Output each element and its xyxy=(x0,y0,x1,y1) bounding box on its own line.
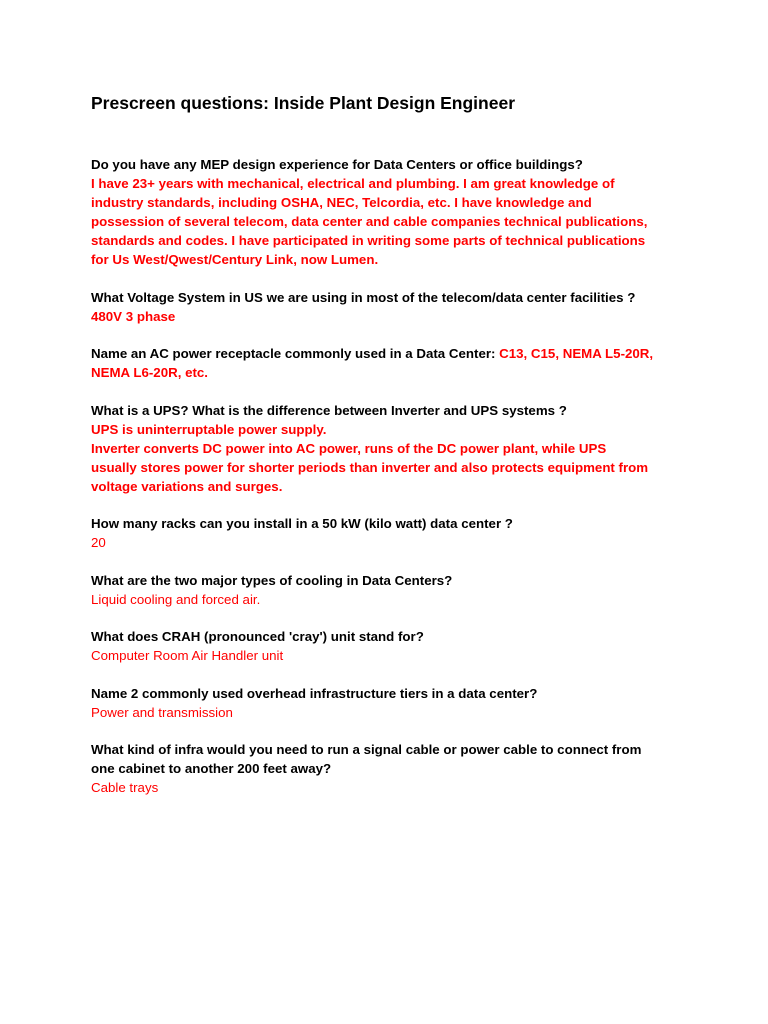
question xyxy=(91,155,691,174)
qa-item-ac-receptacle xyxy=(91,344,691,382)
question xyxy=(91,571,691,590)
document-page xyxy=(91,92,691,816)
question-line: What are the two major types of cooling in Data Centers? xyxy=(91,572,453,588)
answer xyxy=(91,590,691,609)
answer-line: possession of several telecom, data center and cable companies technical publications, xyxy=(91,214,648,229)
answer-line: NEMA L6-20R, etc. xyxy=(91,365,208,380)
question xyxy=(91,514,691,533)
page-title: Prescreen questions: Inside Plant Design Engineer xyxy=(91,93,516,113)
answer-line: voltage variations and surges. xyxy=(91,478,283,494)
answer-line: I have 23+ years with mechanical, electrical and plumbing. I am great knowledge of xyxy=(91,176,615,191)
question-line: What Voltage System in US we are using in most of the telecom/data center facilities ? xyxy=(91,289,636,305)
answer-line: 20 xyxy=(91,535,106,550)
answer xyxy=(91,703,691,722)
question xyxy=(91,740,691,778)
question-line: one cabinet to another 200 feet away? xyxy=(91,761,332,776)
answer-line: Cable trays xyxy=(91,780,159,795)
question-line: What does CRAH (pronounced 'cray') unit stand for? xyxy=(91,629,424,644)
question-line: Name 2 commonly used overhead infrastructure tiers in a data center? xyxy=(91,685,538,701)
qa-item-cable-infra xyxy=(91,740,691,797)
qa-item-racks xyxy=(91,514,691,552)
question xyxy=(91,684,691,703)
question-line: What kind of infra would you need to run a signal cable or power cable to connect from xyxy=(91,742,642,757)
qa-item-cooling-types xyxy=(91,571,691,609)
qa-item-crah xyxy=(91,627,691,665)
qa-item-voltage-system xyxy=(91,288,691,326)
question xyxy=(91,401,691,420)
answer xyxy=(91,307,691,326)
answer xyxy=(91,533,691,552)
answer-inline: C13, C15, NEMA L5-20R, xyxy=(495,346,654,361)
answer xyxy=(91,174,691,269)
answer-line: standards and codes. I have participated in writing some parts of technical publications xyxy=(91,233,646,248)
question xyxy=(91,627,691,646)
answer xyxy=(91,646,691,665)
question-line: Do you have any MEP design experience for Data Centers or office buildings? xyxy=(91,157,583,172)
answer-line: UPS is uninterruptable power supply. xyxy=(91,421,327,437)
answer-line: Computer Room Air Handler unit xyxy=(91,648,284,663)
answer xyxy=(91,778,691,797)
question-with-answer-line xyxy=(91,344,691,363)
question-line: How many racks can you install in a 50 kW (kilo watt) data center ? xyxy=(91,516,513,531)
qa-item-overhead-tiers xyxy=(91,684,691,722)
qa-item-ups xyxy=(91,401,691,496)
answer-line: 480V 3 phase xyxy=(91,308,176,324)
answer-line: for Us West/Qwest/Century Link, now Lumen. xyxy=(91,252,379,267)
question xyxy=(91,288,691,307)
answer xyxy=(91,363,691,382)
question-line: What is a UPS? What is the difference between Inverter and UPS systems ? xyxy=(91,402,567,418)
question: Name an AC power receptacle commonly used in a Data Center: xyxy=(91,346,496,361)
answer-line: usually stores power for shorter periods than inverter and also protects equipment from xyxy=(91,459,649,475)
answer-line: industry standards, including OSHA, NEC, Telcordia, etc. I have knowledge and xyxy=(91,195,592,210)
qa-item-mep-experience xyxy=(91,155,691,269)
answer xyxy=(91,420,691,496)
answer-line: Power and transmission xyxy=(91,704,233,720)
answer-line: Liquid cooling and forced air. xyxy=(91,591,261,607)
answer-line: Inverter converts DC power into AC power, runs of the DC power plant, while UPS xyxy=(91,440,607,456)
